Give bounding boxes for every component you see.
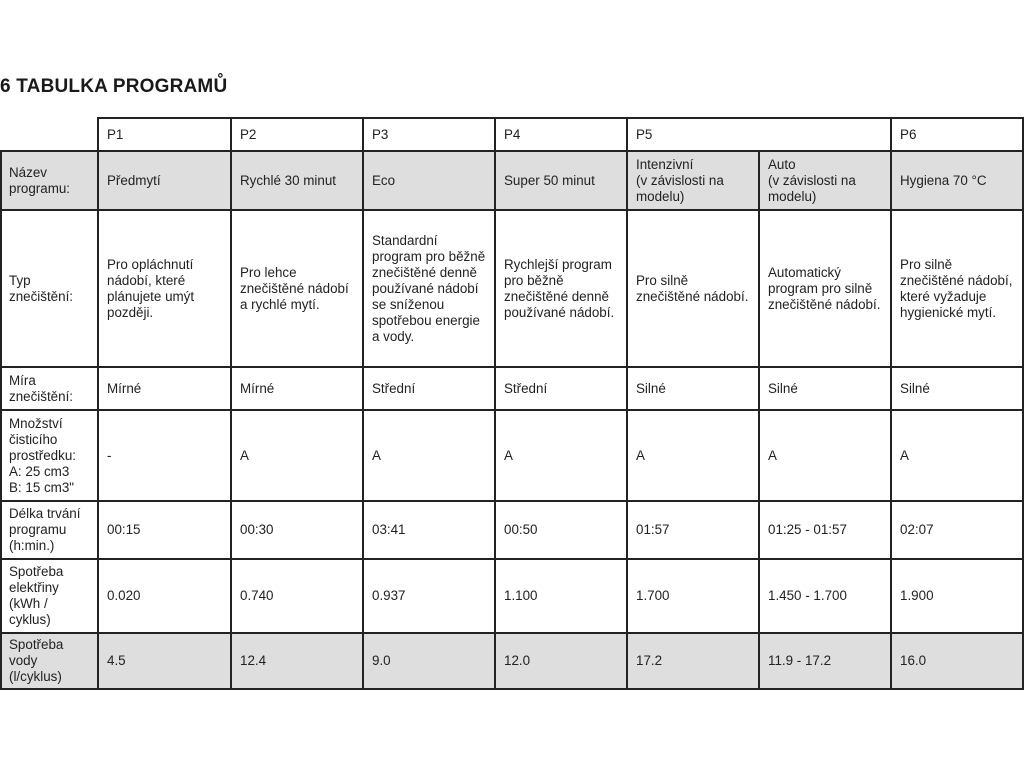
table-row-duration [1, 501, 1023, 559]
cell-name-p5a: Intenzivní (v závislosti na modelu) [627, 151, 759, 210]
cell-detergent-p6: A [891, 410, 1023, 501]
cell-name-p6: Hygiena 70 °C [891, 151, 1023, 210]
program-header-p5: P5 [627, 118, 891, 151]
program-header-row [1, 118, 1023, 151]
cell-level-p5b: Silné [759, 367, 891, 410]
cell-water-p3: 9.0 [363, 633, 495, 689]
row-label-detergent: Množství čisticího prostředku: A: 25 cm3 B: 15 cm3" [1, 410, 98, 501]
cell-energy-p1: 0.020 [98, 559, 231, 633]
table-row-water [1, 633, 1023, 689]
cell-water-p2: 12.4 [231, 633, 363, 689]
cell-water-p6: 16.0 [891, 633, 1023, 689]
cell-type-p1: Pro opláchnutí nádobí, které plánujete umýt později. [98, 210, 231, 367]
cell-energy-p6: 1.900 [891, 559, 1023, 633]
cell-duration-p5a: 01:57 [627, 501, 759, 559]
cell-detergent-p5b: A [759, 410, 891, 501]
cell-level-p3: Střední [363, 367, 495, 410]
program-header-p4: P4 [495, 118, 627, 151]
cell-type-p2: Pro lehce znečištěné nádobí a rychlé mytí. [231, 210, 363, 367]
program-header-p3: P3 [363, 118, 495, 151]
cell-detergent-p2: A [231, 410, 363, 501]
row-label-water: Spotřeba vody (l/cyklus) [1, 633, 98, 689]
cell-water-p4: 12.0 [495, 633, 627, 689]
program-header-p1: P1 [98, 118, 231, 151]
cell-duration-p5b: 01:25 - 01:57 [759, 501, 891, 559]
row-label-soil-level: Míra znečištění: [1, 367, 98, 410]
cell-type-p4: Rychlejší program pro běžně znečištěné denně používané nádobí. [495, 210, 627, 367]
cell-detergent-p3: A [363, 410, 495, 501]
cell-energy-p2: 0.740 [231, 559, 363, 633]
cell-level-p6: Silné [891, 367, 1023, 410]
cell-level-p4: Střední [495, 367, 627, 410]
cell-type-p5a: Pro silně znečištěné nádobí. [627, 210, 759, 367]
cell-duration-p4: 00:50 [495, 501, 627, 559]
cell-name-p1: Předmytí [98, 151, 231, 210]
table-row-soil-level [1, 367, 1023, 410]
row-label-soil-type: Typ znečištění: [1, 210, 98, 367]
cell-name-p3: Eco [363, 151, 495, 210]
cell-duration-p3: 03:41 [363, 501, 495, 559]
cell-type-p6: Pro silně znečištěné nádobí, které vyžaduje hygienické mytí. [891, 210, 1023, 367]
cell-type-p5b: Automatický program pro silně znečištěné nádobí. [759, 210, 891, 367]
cell-detergent-p4: A [495, 410, 627, 501]
table-row-detergent [1, 410, 1023, 501]
cell-level-p1: Mírné [98, 367, 231, 410]
page-title: 6 TABULKA PROGRAMŮ [0, 76, 228, 97]
cell-energy-p4: 1.100 [495, 559, 627, 633]
table-row-program-name [1, 151, 1023, 210]
cell-energy-p5a: 1.700 [627, 559, 759, 633]
row-label-energy: Spotřeba elektřiny (kWh / cyklus) [1, 559, 98, 633]
program-header-p6: P6 [891, 118, 1023, 151]
program-table [0, 117, 1024, 690]
table-row-energy [1, 559, 1023, 633]
cell-level-p2: Mírné [231, 367, 363, 410]
cell-duration-p2: 00:30 [231, 501, 363, 559]
cell-name-p4: Super 50 minut [495, 151, 627, 210]
cell-level-p5a: Silné [627, 367, 759, 410]
cell-name-p5b: Auto (v závislosti na modelu) [759, 151, 891, 210]
cell-name-p2: Rychlé 30 minut [231, 151, 363, 210]
program-header-p2: P2 [231, 118, 363, 151]
row-label-duration: Délka trvání programu (h:min.) [1, 501, 98, 559]
cell-type-p3: Standardní program pro běžně znečištěné denně používané nádobí se sníženou spotřebou energie a vody. [363, 210, 495, 367]
cell-water-p5b: 11.9 - 17.2 [759, 633, 891, 689]
cell-energy-p3: 0.937 [363, 559, 495, 633]
cell-detergent-p1: - [98, 410, 231, 501]
cell-energy-p5b: 1.450 - 1.700 [759, 559, 891, 633]
cell-detergent-p5a: A [627, 410, 759, 501]
cell-water-p5a: 17.2 [627, 633, 759, 689]
row-label-program-name: Název programu: [1, 151, 98, 210]
table-row-soil-type [1, 210, 1023, 367]
cell-duration-p6: 02:07 [891, 501, 1023, 559]
cell-water-p1: 4.5 [98, 633, 231, 689]
header-corner-cell [1, 118, 98, 151]
cell-duration-p1: 00:15 [98, 501, 231, 559]
